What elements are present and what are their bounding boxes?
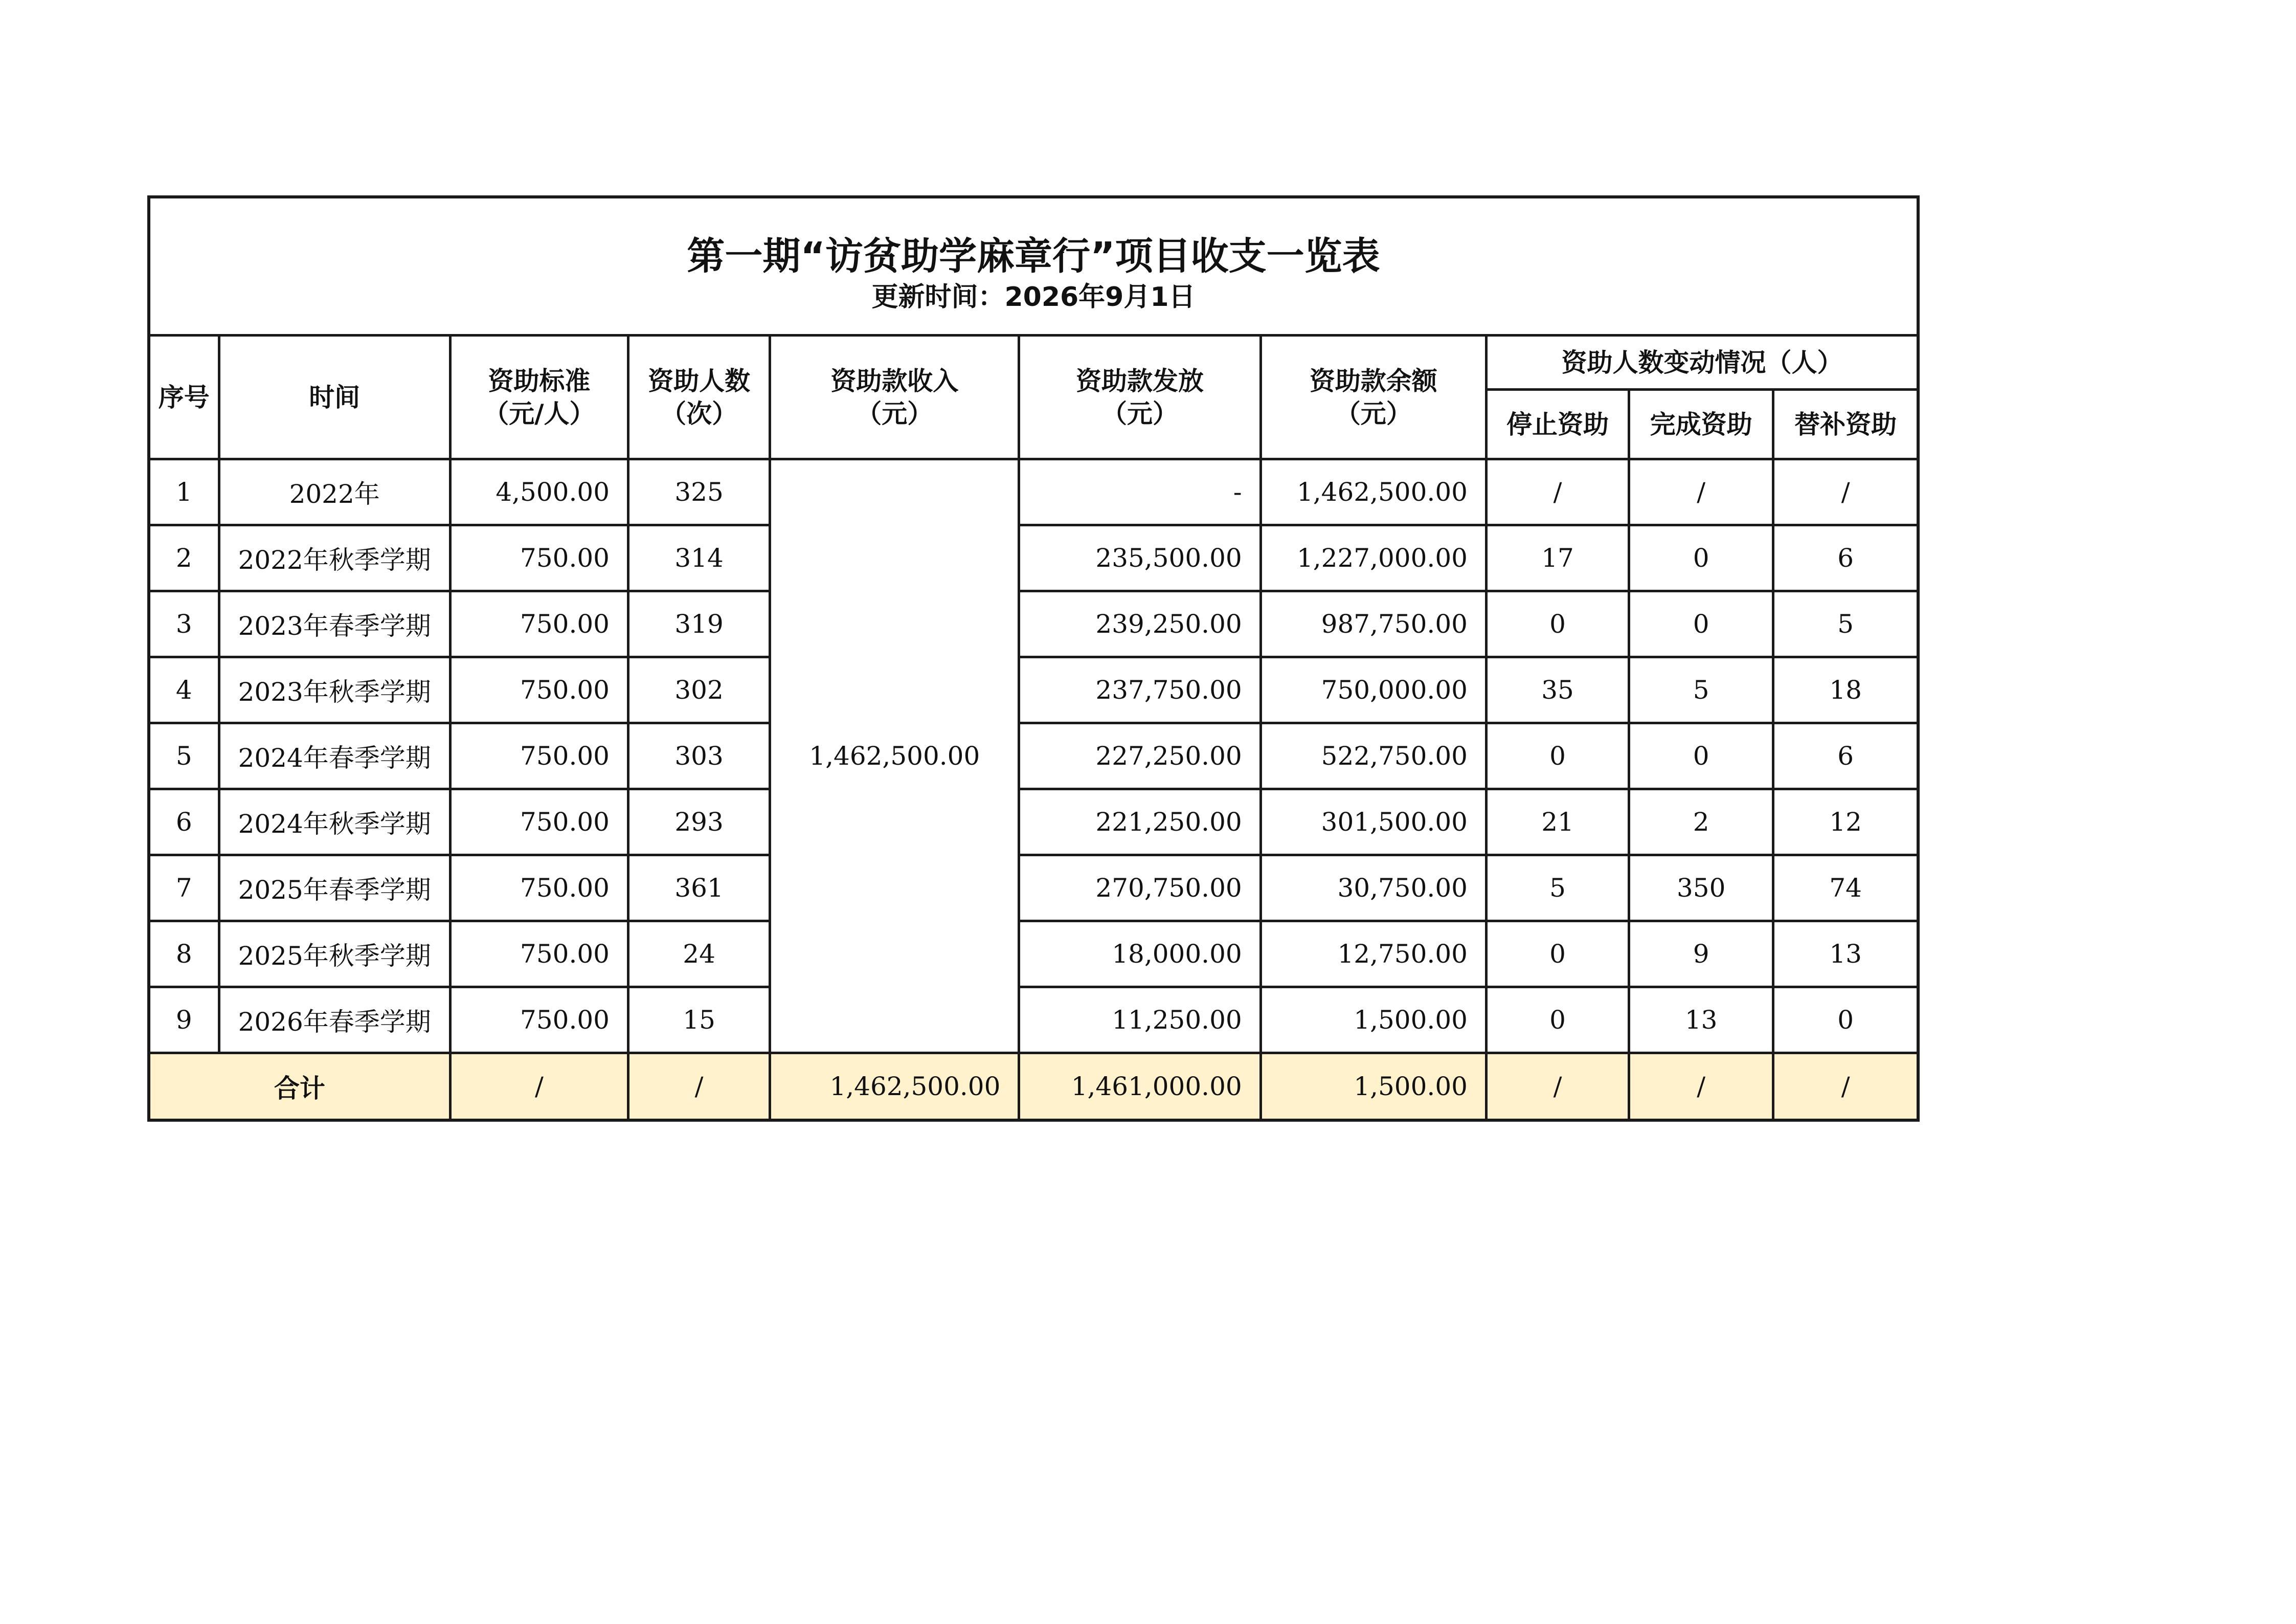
cell-payout: 270,750.00 [1019, 855, 1260, 921]
cell-time: 2022年 [219, 459, 450, 525]
cell-completed: 0 [1629, 525, 1773, 591]
cell-people: 325 [628, 459, 770, 525]
total-income: 1,462,500.00 [770, 1053, 1019, 1121]
table-row [149, 723, 1918, 789]
cell-payout: 237,750.00 [1019, 657, 1260, 723]
table-title: 第一期“访贫助学麻章行”项目收支一览表 [687, 234, 1380, 278]
total-completed: / [1629, 1053, 1773, 1121]
cell-stopped: 5 [1486, 855, 1629, 921]
cell-replaced: 13 [1773, 921, 1918, 987]
cell-people: 24 [628, 921, 770, 987]
cell-stopped: 0 [1486, 723, 1629, 789]
cell-stopped: 0 [1486, 591, 1629, 657]
cell-completed: 0 [1629, 591, 1773, 657]
header-payout-line1: 资助款发放 [1076, 366, 1204, 396]
cell-replaced: 74 [1773, 855, 1918, 921]
cell-index: 5 [149, 723, 219, 789]
table-row [149, 525, 1918, 591]
cell-time: 2023年春季学期 [219, 591, 450, 657]
cell-index: 8 [149, 921, 219, 987]
cell-balance: 1,500.00 [1260, 987, 1486, 1053]
cell-index: 1 [149, 459, 219, 525]
cell-standard: 750.00 [450, 591, 628, 657]
table-row [149, 459, 1918, 525]
table-row [149, 855, 1918, 921]
header-standard [450, 336, 628, 459]
cell-income-merged: 1,462,500.00 [770, 459, 1019, 1053]
cell-index: 6 [149, 789, 219, 855]
cell-time: 2024年春季学期 [219, 723, 450, 789]
cell-standard: 750.00 [450, 657, 628, 723]
table-row [149, 591, 1918, 657]
cell-time: 2022年秋季学期 [219, 525, 450, 591]
header-time [219, 336, 450, 459]
cell-payout: 239,250.00 [1019, 591, 1260, 657]
cell-completed: 13 [1629, 987, 1773, 1053]
cell-payout: 11,250.00 [1019, 987, 1260, 1053]
table-row [149, 921, 1918, 987]
cell-stopped: 35 [1486, 657, 1629, 723]
cell-standard: 750.00 [450, 525, 628, 591]
cell-time: 2024年秋季学期 [219, 789, 450, 855]
cell-standard: 4,500.00 [450, 459, 628, 525]
cell-standard: 750.00 [450, 987, 628, 1053]
total-people: / [628, 1053, 770, 1121]
cell-completed: 0 [1629, 723, 1773, 789]
cell-standard: 750.00 [450, 723, 628, 789]
cell-index: 9 [149, 987, 219, 1053]
cell-people: 361 [628, 855, 770, 921]
total-stopped: / [1486, 1053, 1629, 1121]
header-balance-line2: （元） [1335, 398, 1412, 429]
header-income-line2: （元） [856, 398, 933, 429]
title-block [149, 197, 1918, 336]
cell-people: 302 [628, 657, 770, 723]
cell-time: 2025年秋季学期 [219, 921, 450, 987]
total-row [149, 1053, 1918, 1121]
table-row [149, 657, 1918, 723]
update-time: 更新时间：2026年9月1日 [871, 281, 1196, 313]
total-replaced: / [1773, 1053, 1918, 1121]
cell-payout: 18,000.00 [1019, 921, 1260, 987]
cell-people: 293 [628, 789, 770, 855]
cell-balance: 987,750.00 [1260, 591, 1486, 657]
table-row [149, 789, 1918, 855]
cell-stopped: / [1486, 459, 1629, 525]
cell-completed: / [1629, 459, 1773, 525]
cell-index: 2 [149, 525, 219, 591]
header-standard-line2: （元/人） [483, 398, 595, 429]
cell-payout: 227,250.00 [1019, 723, 1260, 789]
cell-replaced: 5 [1773, 591, 1918, 657]
total-payout: 1,461,000.00 [1019, 1053, 1260, 1121]
cell-people: 319 [628, 591, 770, 657]
cell-index: 3 [149, 591, 219, 657]
cell-replaced: / [1773, 459, 1918, 525]
cell-payout: - [1019, 459, 1260, 525]
header-people [628, 336, 770, 459]
header-people-line2: （次） [661, 398, 738, 429]
total-label: 合计 [149, 1053, 450, 1121]
cell-completed: 350 [1629, 855, 1773, 921]
cell-standard: 750.00 [450, 789, 628, 855]
total-standard: / [450, 1053, 628, 1121]
header-time-label: 时间 [309, 382, 361, 412]
cell-time: 2025年春季学期 [219, 855, 450, 921]
cell-balance: 1,227,000.00 [1260, 525, 1486, 591]
header-income-line1: 资助款收入 [830, 366, 959, 396]
header-standard-line1: 资助标准 [488, 366, 591, 396]
cell-stopped: 21 [1486, 789, 1629, 855]
cell-index: 7 [149, 855, 219, 921]
header-balance [1260, 336, 1486, 459]
header-index-label: 序号 [158, 382, 210, 412]
cell-replaced: 6 [1773, 525, 1918, 591]
table-row [149, 987, 1918, 1053]
cell-stopped: 0 [1486, 987, 1629, 1053]
cell-replaced: 12 [1773, 789, 1918, 855]
cell-replaced: 6 [1773, 723, 1918, 789]
cell-stopped: 0 [1486, 921, 1629, 987]
cell-stopped: 17 [1486, 525, 1629, 591]
cell-payout: 235,500.00 [1019, 525, 1260, 591]
header-replaced: 替补资助 [1773, 390, 1918, 459]
cell-balance: 750,000.00 [1260, 657, 1486, 723]
cell-standard: 750.00 [450, 855, 628, 921]
cell-completed: 2 [1629, 789, 1773, 855]
cell-balance: 522,750.00 [1260, 723, 1486, 789]
header-change-group: 资助人数变动情况（人） [1486, 336, 1918, 390]
cell-replaced: 18 [1773, 657, 1918, 723]
cell-time: 2026年春季学期 [219, 987, 450, 1053]
cell-standard: 750.00 [450, 921, 628, 987]
cell-balance: 30,750.00 [1260, 855, 1486, 921]
header-balance-line1: 资助款余额 [1309, 366, 1437, 396]
cell-balance: 1,462,500.00 [1260, 459, 1486, 525]
cell-balance: 12,750.00 [1260, 921, 1486, 987]
cell-completed: 9 [1629, 921, 1773, 987]
cell-balance: 301,500.00 [1260, 789, 1486, 855]
header-people-line1: 资助人数 [648, 366, 751, 396]
cell-index: 4 [149, 657, 219, 723]
header-stopped: 停止资助 [1486, 390, 1629, 459]
header-index [149, 336, 219, 459]
cell-people: 314 [628, 525, 770, 591]
total-balance: 1,500.00 [1260, 1053, 1486, 1121]
header-payout-line2: （元） [1101, 398, 1179, 429]
cell-completed: 5 [1629, 657, 1773, 723]
cell-replaced: 0 [1773, 987, 1918, 1053]
header-completed: 完成资助 [1629, 390, 1773, 459]
income-expense-table [147, 195, 1920, 1122]
cell-time: 2023年秋季学期 [219, 657, 450, 723]
cell-people: 303 [628, 723, 770, 789]
cell-payout: 221,250.00 [1019, 789, 1260, 855]
header-income [770, 336, 1019, 459]
header-payout [1019, 336, 1260, 459]
cell-people: 15 [628, 987, 770, 1053]
